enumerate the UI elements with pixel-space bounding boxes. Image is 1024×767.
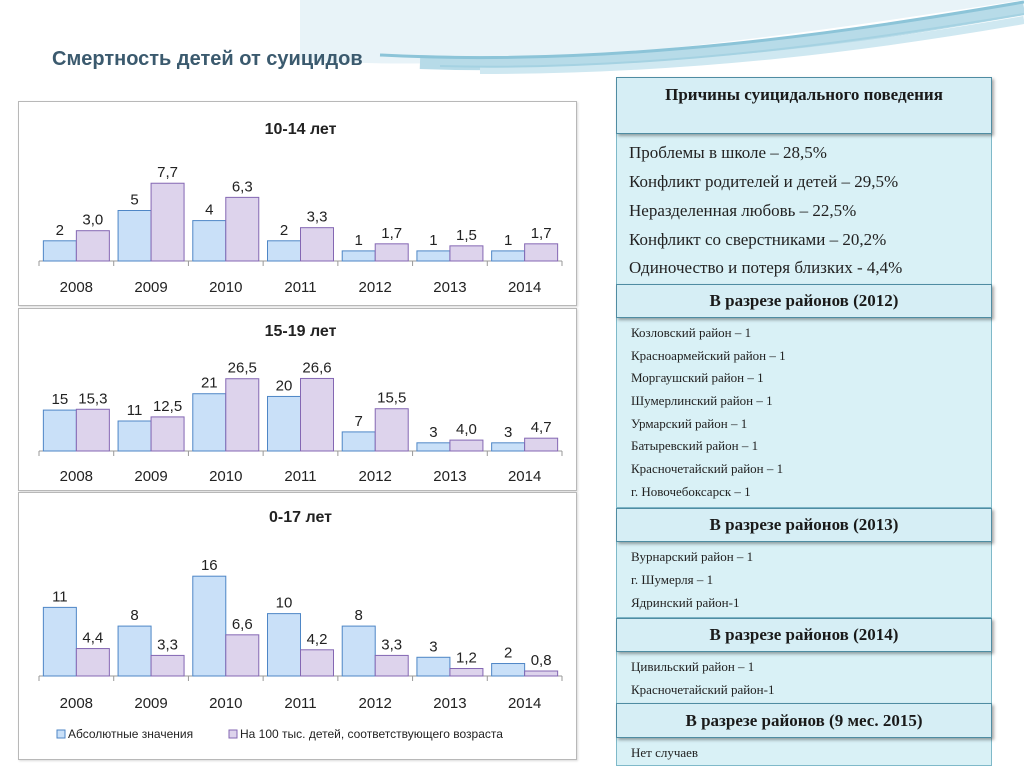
bar-absolute bbox=[268, 396, 301, 451]
bar-per100k bbox=[450, 246, 483, 261]
x-tick-label: 2014 bbox=[507, 695, 542, 712]
district-item: Козловский район – 1 bbox=[631, 325, 752, 340]
data-label-per100k: 15,3 bbox=[78, 390, 108, 408]
district-item: Цивильский район – 1 bbox=[631, 659, 755, 674]
x-tick-label: 2012 bbox=[358, 695, 392, 712]
district-item: Красночетайский район – 1 bbox=[631, 461, 784, 476]
bar-absolute bbox=[342, 251, 375, 261]
district-item: Нет случаев bbox=[631, 745, 699, 760]
x-tick-label: 2010 bbox=[209, 695, 243, 712]
data-label-absolute: 3 bbox=[429, 423, 438, 441]
bar-absolute bbox=[43, 607, 76, 676]
reason-item: Конфликт родителей и детей – 29,5% bbox=[629, 172, 899, 191]
chart-panel-0-17 bbox=[18, 492, 577, 760]
districts-2014-header bbox=[616, 618, 992, 652]
reasons-header-label: Причины суицидального поведения bbox=[665, 85, 943, 104]
districts-2012-header bbox=[616, 284, 992, 318]
page-title: Смертность детей от суицидов bbox=[52, 48, 363, 70]
data-label-absolute: 3 bbox=[429, 638, 438, 656]
district-item: Красноармейский район – 1 bbox=[631, 348, 786, 363]
data-label-per100k: 1,2 bbox=[455, 649, 477, 667]
bar-absolute bbox=[193, 394, 226, 451]
data-label-absolute: 4 bbox=[205, 201, 214, 219]
bar-per100k bbox=[76, 649, 109, 676]
data-label-absolute: 5 bbox=[130, 191, 139, 209]
data-label-per100k: 1,7 bbox=[381, 224, 403, 242]
legend-label-per100k: На 100 тыс. детей, соответствующего возраста bbox=[240, 727, 503, 741]
x-tick-label: 2010 bbox=[209, 279, 243, 296]
bar-absolute bbox=[118, 421, 151, 451]
bar-absolute bbox=[268, 614, 301, 676]
data-label-per100k: 6,3 bbox=[231, 178, 253, 196]
bar-absolute bbox=[43, 410, 76, 451]
reason-item: Одиночество и потеря близких - 4,4% bbox=[629, 258, 903, 277]
bar-absolute bbox=[268, 241, 301, 261]
bar-absolute bbox=[492, 251, 525, 261]
bar-absolute bbox=[492, 664, 525, 676]
chart-panel-10-14 bbox=[18, 101, 577, 306]
x-tick-label: 2011 bbox=[284, 695, 317, 712]
bar-per100k bbox=[151, 417, 184, 451]
x-tick-label: 2012 bbox=[358, 279, 392, 296]
data-label-absolute: 21 bbox=[200, 374, 218, 392]
x-tick-label: 2013 bbox=[433, 468, 467, 485]
bar-per100k bbox=[76, 231, 109, 261]
bar-absolute bbox=[193, 221, 226, 261]
data-label-per100k: 6,6 bbox=[231, 615, 253, 633]
bar-per100k bbox=[151, 183, 184, 261]
x-tick-label: 2011 bbox=[284, 468, 317, 485]
data-label-absolute: 11 bbox=[126, 402, 143, 419]
data-label-per100k: 4,7 bbox=[530, 419, 552, 437]
data-label-absolute: 8 bbox=[354, 607, 363, 625]
x-tick-label: 2012 bbox=[358, 468, 392, 485]
data-label-per100k: 0,8 bbox=[530, 652, 552, 670]
reason-item: Неразделенная любовь – 22,5% bbox=[629, 201, 857, 220]
district-item: Батыревский район – 1 bbox=[631, 438, 759, 453]
bar-per100k bbox=[151, 655, 184, 676]
reason-item: Конфликт со сверстниками – 20,2% bbox=[629, 230, 887, 249]
districts-2013-header-label: В разрезе районов (2013) bbox=[709, 515, 899, 534]
districts-2012-header-label: В разрезе районов (2012) bbox=[709, 291, 899, 310]
data-label-per100k: 1,5 bbox=[455, 226, 477, 244]
x-tick-label: 2008 bbox=[59, 695, 94, 712]
district-item: Вурнарский район – 1 bbox=[631, 549, 754, 564]
bar-absolute bbox=[417, 443, 450, 451]
district-item: г. Шумерля – 1 bbox=[631, 572, 714, 587]
bar-absolute bbox=[118, 626, 151, 676]
data-label-absolute: 3 bbox=[503, 423, 513, 441]
x-tick-label: 2009 bbox=[134, 279, 168, 296]
bar-per100k bbox=[226, 379, 259, 451]
data-label-per100k: 7,7 bbox=[157, 164, 179, 182]
districts-2014-box bbox=[616, 650, 992, 704]
bar-per100k bbox=[375, 655, 408, 676]
data-label-absolute: 2 bbox=[279, 221, 289, 239]
x-tick-label: 2009 bbox=[134, 468, 168, 485]
districts-2015-header-label: В разрезе районов (9 мес. 2015) bbox=[685, 711, 923, 730]
bar-per100k bbox=[525, 244, 558, 261]
bar-absolute bbox=[492, 443, 525, 451]
data-label-per100k: 15,5 bbox=[377, 389, 407, 407]
chart-title: 10-14 лет bbox=[264, 121, 337, 138]
data-label-absolute: 8 bbox=[130, 607, 139, 625]
district-item: Шумерлинский район – 1 bbox=[631, 393, 773, 408]
reasons-header bbox=[616, 77, 992, 134]
bar-absolute bbox=[417, 657, 450, 676]
x-tick-label: 2009 bbox=[134, 695, 168, 712]
districts-2013-box bbox=[616, 540, 992, 618]
chart-15-19 bbox=[19, 309, 576, 490]
data-label-per100k: 26,6 bbox=[302, 359, 332, 377]
x-tick-label: 2010 bbox=[209, 468, 243, 485]
bar-absolute bbox=[43, 241, 76, 261]
bar-absolute bbox=[342, 432, 375, 451]
bar-per100k bbox=[450, 440, 483, 451]
x-tick-label: 2011 bbox=[284, 279, 317, 296]
data-label-per100k: 3,0 bbox=[82, 211, 104, 229]
legend-swatch-absolute bbox=[57, 730, 65, 738]
bar-per100k bbox=[301, 378, 334, 451]
bar-per100k bbox=[450, 669, 483, 676]
data-label-absolute: 20 bbox=[275, 377, 293, 395]
bar-per100k bbox=[525, 671, 558, 676]
bar-per100k bbox=[226, 635, 259, 676]
x-tick-label: 2008 bbox=[59, 468, 94, 485]
chart-0-17 bbox=[19, 493, 576, 759]
bar-per100k bbox=[375, 409, 408, 451]
reasons-box bbox=[616, 132, 992, 292]
districts-2015-header bbox=[616, 703, 992, 738]
data-label-absolute: 16 bbox=[200, 557, 218, 575]
bar-per100k bbox=[76, 409, 109, 451]
reason-item: Проблемы в школе – 28,5% bbox=[629, 143, 827, 162]
x-tick-label: 2014 bbox=[507, 468, 542, 485]
districts-2013-header bbox=[616, 508, 992, 542]
data-label-absolute: 10 bbox=[275, 594, 293, 612]
districts-2014-header-label: В разрезе районов (2014) bbox=[709, 625, 899, 644]
data-label-per100k: 12,5 bbox=[152, 397, 183, 415]
district-item: г. Новочебоксарск – 1 bbox=[631, 484, 751, 499]
data-label-per100k: 1,7 bbox=[530, 224, 552, 242]
data-label-absolute: 1 bbox=[503, 231, 513, 249]
x-tick-label: 2008 bbox=[59, 279, 94, 296]
bar-per100k bbox=[226, 197, 259, 261]
x-tick-label: 2014 bbox=[507, 279, 542, 296]
data-label-absolute: 7 bbox=[354, 412, 363, 430]
data-label-per100k: 4,0 bbox=[455, 421, 477, 439]
data-label-per100k: 3,3 bbox=[157, 636, 179, 654]
bar-per100k bbox=[301, 650, 334, 676]
bar-per100k bbox=[301, 228, 334, 261]
data-label-per100k: 26,5 bbox=[227, 359, 257, 377]
districts-2015-box bbox=[616, 736, 992, 766]
bar-absolute bbox=[342, 626, 375, 676]
legend-label-absolute: Абсолютные значения bbox=[68, 727, 194, 741]
data-label-absolute: 1 bbox=[354, 231, 363, 249]
data-label-absolute: 15 bbox=[51, 391, 69, 409]
chart-title: 0-17 лет bbox=[269, 509, 332, 526]
district-item: Урмарский район – 1 bbox=[631, 416, 748, 431]
data-label-absolute: 2 bbox=[55, 221, 65, 239]
data-label-absolute: 11 bbox=[52, 588, 68, 606]
bar-absolute bbox=[417, 251, 450, 261]
district-item: Красночетайский район-1 bbox=[631, 682, 775, 697]
bar-absolute bbox=[118, 211, 151, 262]
districts-2012-box bbox=[616, 316, 992, 508]
x-tick-label: 2013 bbox=[433, 695, 467, 712]
chart-10-14 bbox=[19, 102, 576, 305]
legend-swatch-per100k bbox=[229, 730, 237, 738]
chart-panel-15-19 bbox=[18, 308, 577, 491]
data-label-absolute: 2 bbox=[503, 644, 513, 662]
x-tick-label: 2013 bbox=[433, 279, 467, 296]
bar-per100k bbox=[375, 244, 408, 261]
bar-absolute bbox=[193, 576, 226, 676]
data-label-per100k: 4,4 bbox=[82, 629, 104, 647]
data-label-per100k: 3,3 bbox=[306, 208, 328, 226]
chart-title: 15-19 лет bbox=[264, 323, 337, 340]
data-label-per100k: 4,2 bbox=[306, 630, 328, 648]
district-item: Моргаушский район – 1 bbox=[631, 370, 764, 385]
bar-per100k bbox=[525, 438, 558, 451]
district-item: Ядринский район-1 bbox=[631, 595, 740, 610]
data-label-per100k: 3,3 bbox=[381, 636, 403, 654]
data-label-absolute: 1 bbox=[429, 231, 438, 249]
